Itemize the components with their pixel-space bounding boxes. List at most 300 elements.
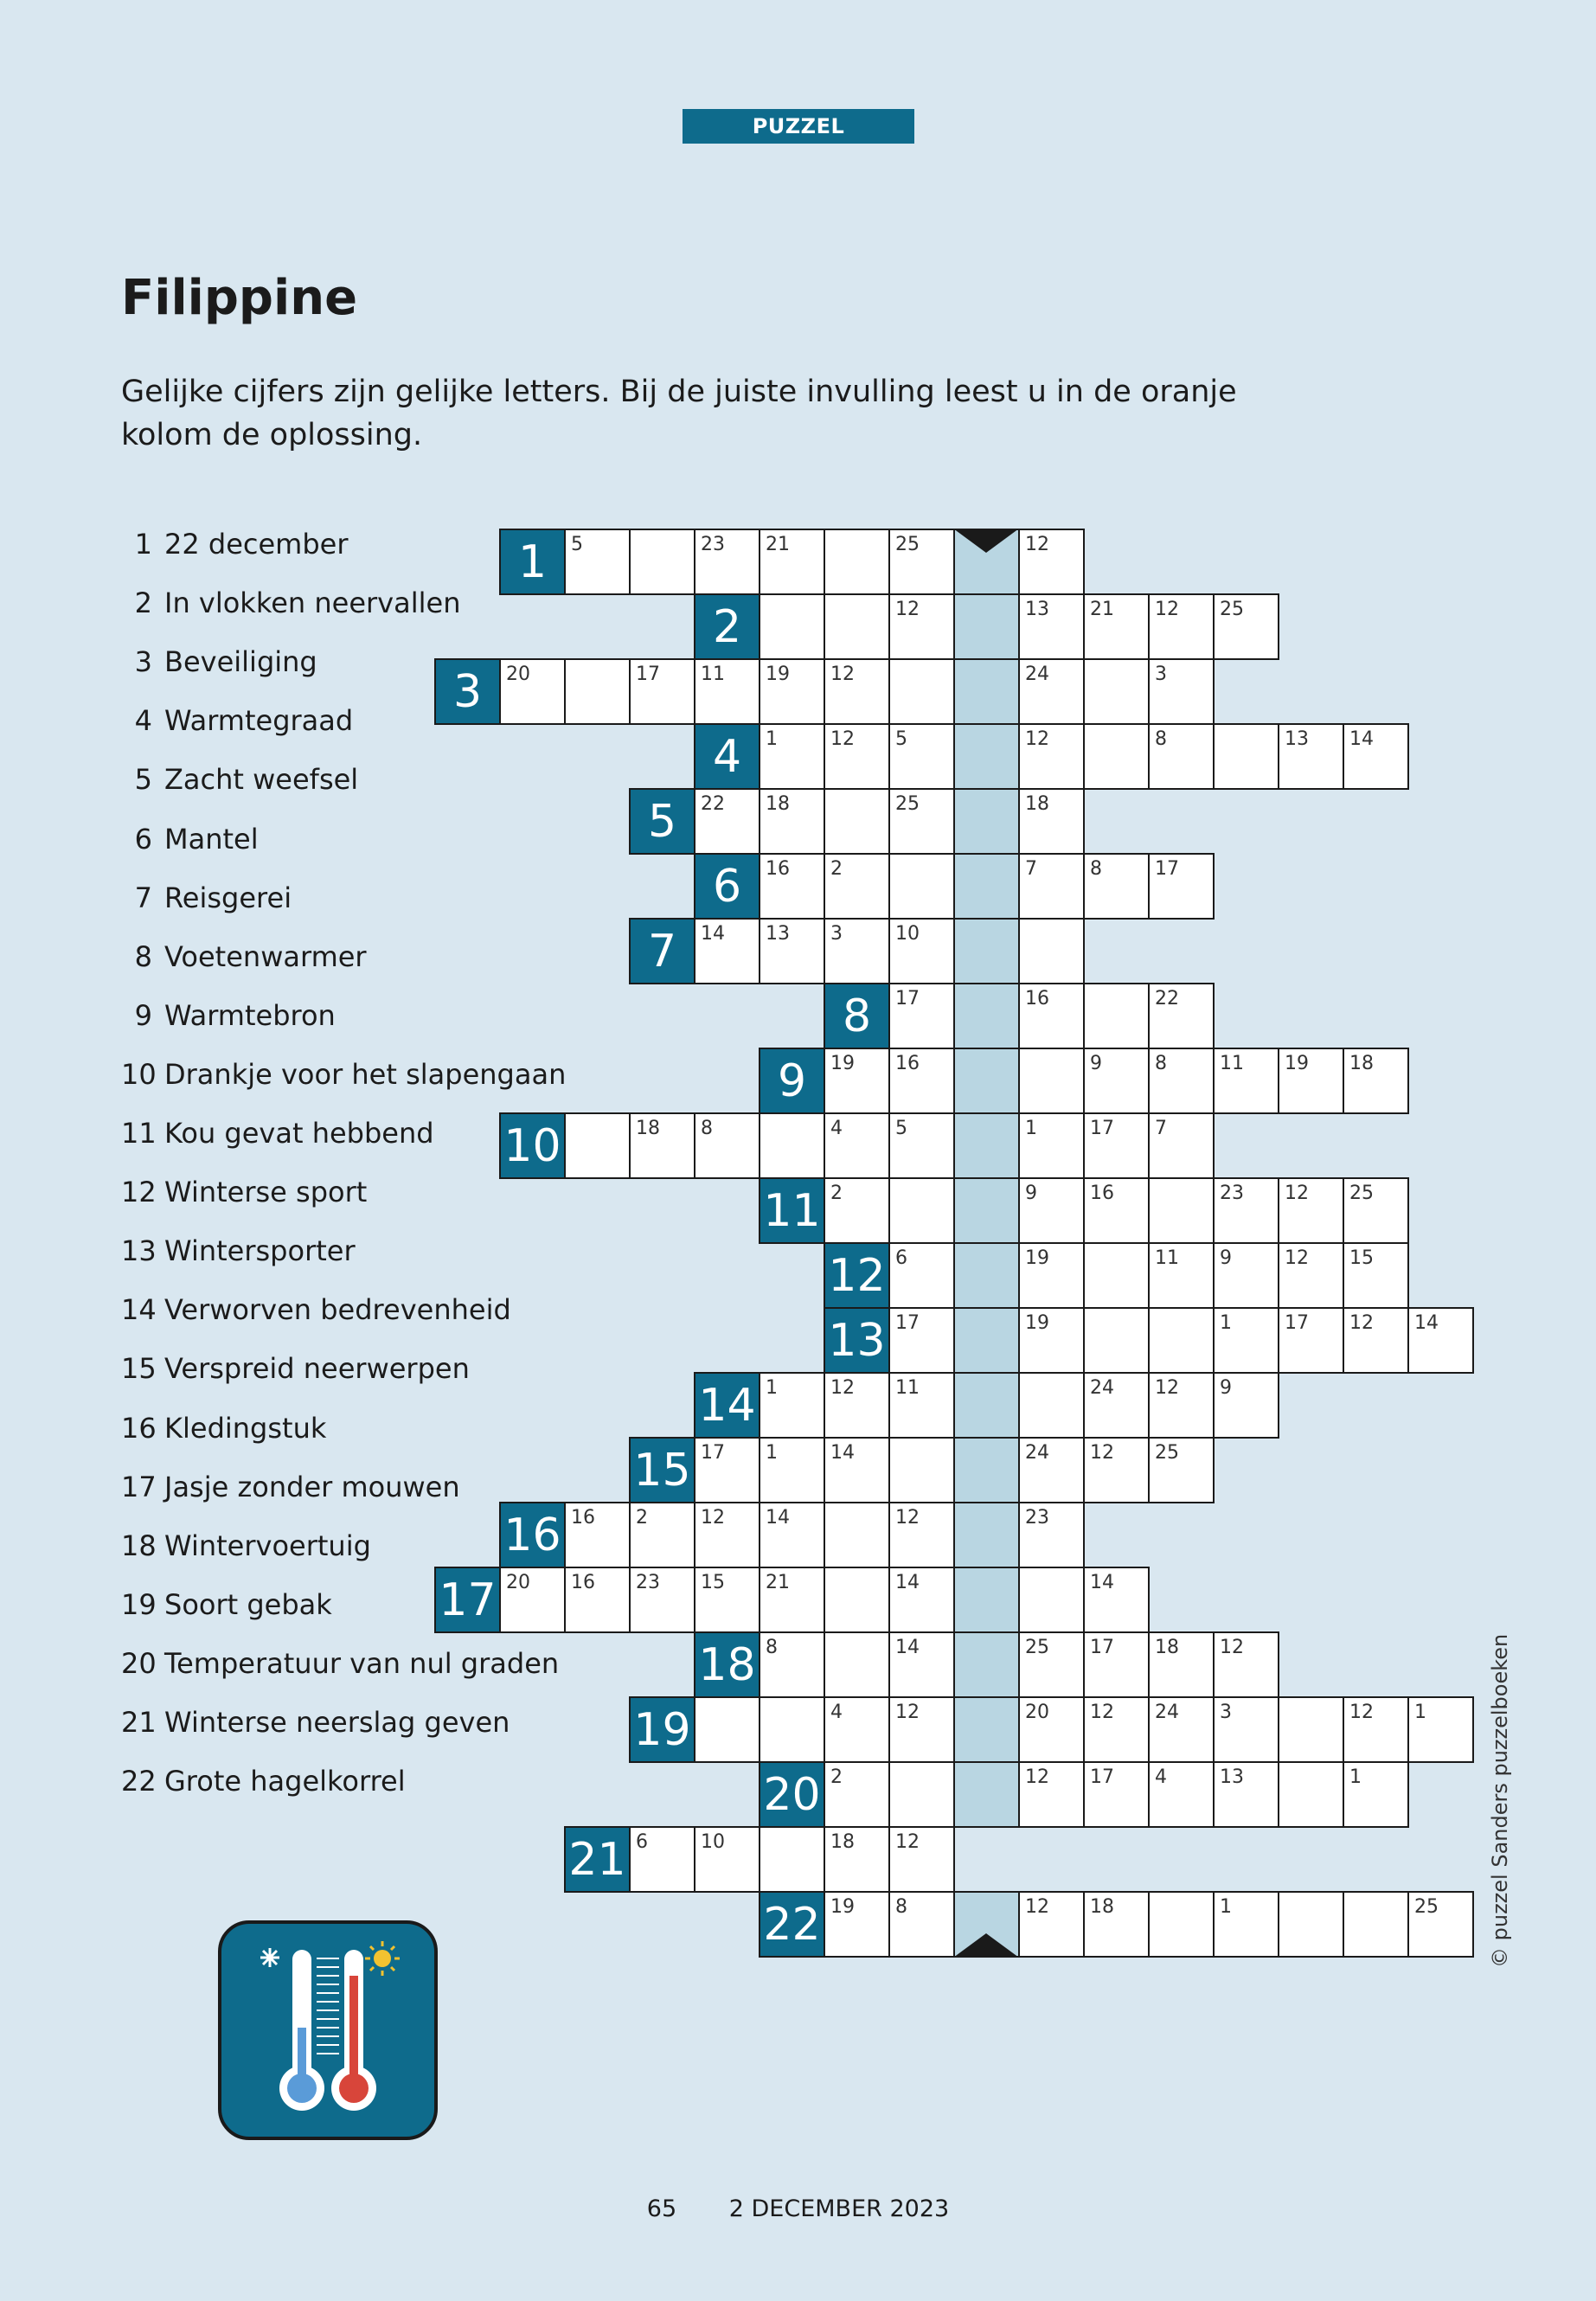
grid-cell[interactable] [888,1372,955,1439]
solution-cell[interactable] [953,1372,1020,1439]
grid-cell[interactable] [564,1502,631,1568]
clue-number: 7 [134,881,152,914]
cell-number: 2 [830,1766,843,1788]
grid-cell[interactable] [1148,1437,1215,1503]
grid-cell[interactable] [1018,1242,1085,1309]
solution-cell[interactable] [953,788,1020,855]
cell-number: 8 [1155,1053,1167,1074]
grid-cell[interactable] [629,1826,695,1893]
grid-cell[interactable] [759,1372,825,1439]
grid-cell[interactable] [1213,1372,1279,1439]
cell-number: 14 [701,923,725,945]
grid-cell[interactable] [1213,723,1279,790]
grid-cell[interactable] [888,1631,955,1698]
grid-cell[interactable] [694,1696,760,1763]
cell-number: 12 [1285,1183,1309,1204]
cell-number: 12 [830,663,855,685]
grid-cell[interactable] [824,853,890,920]
cell-number: 9 [1090,1053,1102,1074]
grid-cell[interactable] [824,1112,890,1179]
solution-cell[interactable] [953,983,1020,1049]
grid-cell[interactable] [1018,1631,1085,1698]
cell-number: 3 [1220,1702,1232,1723]
cell-number: 6 [636,1831,648,1853]
grid-cell[interactable] [759,1567,825,1633]
grid-cell[interactable] [824,529,890,595]
grid-cell[interactable] [1083,853,1150,920]
grid-cell[interactable] [759,853,825,920]
cell-number: 14 [1090,1572,1114,1593]
grid-cell[interactable] [824,1696,890,1763]
grid-cell[interactable] [564,1112,631,1179]
clue-number: 3 [134,645,152,679]
cell-number: 12 [1090,1442,1114,1464]
instructions: Gelijke cijfers zijn gelijke letters. Bij de juiste invulling leest u in de oranje kolom de oplossing. [121,375,1237,452]
grid-cell[interactable] [1148,853,1215,920]
page-number: 65 [646,2195,677,2222]
grid-cell[interactable] [824,1631,890,1698]
cell-number: 19 [1025,1247,1049,1269]
row-label-badge: 3 [434,658,501,725]
cell-number: 8 [895,1896,907,1918]
cell-number: 10 [701,1831,725,1853]
grid-cell[interactable] [824,593,890,660]
cell-number: 17 [895,988,920,1009]
clue-number: 10 [121,1057,157,1091]
cell-number: 18 [830,1831,855,1853]
grid-cell[interactable] [888,1502,955,1568]
grid-cell[interactable] [499,1567,566,1633]
grid-cell[interactable] [1278,1761,1344,1828]
cell-number: 15 [701,1572,725,1593]
cell-number: 18 [1090,1896,1114,1918]
cell-number: 18 [636,1118,660,1139]
grid-cell[interactable] [1343,723,1409,790]
grid-cell[interactable] [888,918,955,984]
grid-cell[interactable] [888,1112,955,1179]
solution-cell[interactable] [953,1242,1020,1309]
grid-cell[interactable] [1343,1696,1409,1763]
grid-cell[interactable] [1148,983,1215,1049]
grid-cell[interactable] [1148,1761,1215,1828]
grid-cell[interactable] [1083,1307,1150,1374]
grid-cell[interactable] [1018,1567,1085,1633]
clue-item [121,645,317,678]
grid-cell[interactable] [824,1437,890,1503]
cell-number: 16 [571,1572,595,1593]
grid-cell[interactable] [759,1696,825,1763]
grid-cell[interactable] [1343,1048,1409,1114]
grid-cell[interactable] [888,853,955,920]
cell-number: 25 [1025,1637,1049,1658]
clue-number: 8 [134,939,152,973]
cell-number: 16 [766,858,790,880]
grid-cell[interactable] [888,1826,955,1893]
grid-cell[interactable] [694,1502,760,1568]
grid-cell[interactable] [824,1502,890,1568]
cell-number: 25 [895,534,920,555]
grid-cell[interactable] [824,1177,890,1244]
grid-cell[interactable] [694,658,760,725]
grid-cell[interactable] [1018,723,1085,790]
cell-number: 23 [1220,1183,1244,1204]
cell-number: 12 [1349,1702,1374,1723]
grid-cell[interactable] [1083,1048,1150,1114]
solution-cell[interactable] [953,1112,1020,1179]
cell-number: 24 [1025,1442,1049,1464]
grid-cell[interactable] [759,529,825,595]
solution-cell[interactable] [953,918,1020,984]
grid-cell[interactable] [694,1437,760,1503]
cell-number: 17 [1155,858,1179,880]
grid-cell[interactable] [1148,593,1215,660]
grid-cell[interactable] [1213,593,1279,660]
grid-cell[interactable] [1213,1696,1279,1763]
solution-cell[interactable] [953,1761,1020,1828]
grid-cell[interactable] [1343,1307,1409,1374]
grid-cell[interactable] [1018,1761,1085,1828]
row-label-badge: 6 [694,853,760,920]
grid-cell[interactable] [694,788,760,855]
grid-cell[interactable] [1083,1631,1150,1698]
solution-cell[interactable] [953,853,1020,920]
grid-cell[interactable] [888,1891,955,1958]
grid-cell[interactable] [759,788,825,855]
grid-cell[interactable] [1278,1696,1344,1763]
grid-cell[interactable] [1343,1242,1409,1309]
clue-text: Temperatuur van nul graden [164,1646,560,1680]
clue-item [121,528,349,561]
grid-cell[interactable] [1343,1891,1409,1958]
grid-cell[interactable] [824,723,890,790]
cell-number: 8 [1090,858,1102,880]
row-label-badge: 5 [629,788,695,855]
cell-number: 13 [766,923,790,945]
grid-cell[interactable] [1018,1372,1085,1439]
clue-number: 5 [134,763,152,797]
grid-cell[interactable] [1148,658,1215,725]
grid-cell[interactable] [1278,1048,1344,1114]
grid-cell[interactable] [1083,723,1150,790]
cell-number: 17 [1090,1637,1114,1658]
grid-cell[interactable] [1018,593,1085,660]
clue-item [121,1706,510,1739]
grid-cell[interactable] [1018,1307,1085,1374]
grid-cell[interactable] [1083,1242,1150,1309]
grid-cell[interactable] [824,1761,890,1828]
cell-number: 18 [1349,1053,1374,1074]
grid-cell[interactable] [888,1437,955,1503]
grid-cell[interactable] [1148,1372,1215,1439]
cell-number: 13 [1220,1766,1244,1788]
grid-cell[interactable] [1083,1372,1150,1439]
solution-cell[interactable] [953,1177,1020,1244]
grid-cell[interactable] [1213,1307,1279,1374]
grid-cell[interactable] [888,1177,955,1244]
solution-cell[interactable] [953,1631,1020,1698]
grid-cell[interactable] [1148,1048,1215,1114]
cell-number: 17 [636,663,660,685]
cell-number: 17 [895,1312,920,1334]
cell-number: 8 [1155,728,1167,750]
clue-number: 6 [134,822,152,856]
cell-number: 19 [766,663,790,685]
grid-cell[interactable] [629,658,695,725]
grid-cell[interactable] [888,788,955,855]
grid-cell[interactable] [1407,1891,1474,1958]
grid-cell[interactable] [1083,1567,1150,1633]
grid-cell[interactable] [1083,1891,1150,1958]
grid-cell[interactable] [824,1048,890,1114]
solution-cell[interactable] [953,658,1020,725]
grid-cell[interactable] [888,529,955,595]
cell-number: 12 [1025,534,1049,555]
grid-cell[interactable] [888,658,955,725]
solution-cell[interactable] [953,593,1020,660]
grid-cell[interactable] [759,723,825,790]
grid-cell[interactable] [694,1112,760,1179]
cell-number: 2 [636,1507,648,1529]
clue-number: 1 [134,528,152,561]
grid-cell[interactable] [1213,1048,1279,1114]
cell-number: 16 [1090,1183,1114,1204]
grid-cell[interactable] [1018,1048,1085,1114]
cell-number: 12 [895,1831,920,1853]
grid-cell[interactable] [1278,723,1344,790]
grid-cell[interactable] [1343,1761,1409,1828]
grid-cell[interactable] [1018,788,1085,855]
clue-number: 17 [121,1470,157,1503]
clue-number: 9 [134,998,152,1032]
clue-text: Verworven bedrevenheid [164,1293,511,1327]
grid-cell[interactable] [1018,1502,1085,1568]
cell-number: 25 [1349,1183,1374,1204]
solution-cell[interactable] [953,723,1020,790]
cell-number: 13 [1025,599,1049,620]
cell-number: 20 [506,1572,530,1593]
grid-cell[interactable] [888,1048,955,1114]
clue-item [121,823,259,856]
clue-item [121,1234,356,1267]
clue-number: 12 [121,1176,157,1209]
grid-cell[interactable] [759,918,825,984]
row-label-badge: 17 [434,1567,501,1633]
solution-cell[interactable] [953,1437,1020,1503]
cell-number: 25 [1155,1442,1179,1464]
clue-text: Mantel [164,822,259,856]
row-label-badge: 22 [759,1891,825,1958]
grid-cell[interactable] [1278,1177,1344,1244]
solution-cell[interactable] [953,1696,1020,1763]
cell-number: 11 [1155,1247,1179,1269]
grid-cell[interactable] [629,1112,695,1179]
clue-item [121,999,336,1032]
grid-cell[interactable] [824,1372,890,1439]
grid-cell[interactable] [759,1631,825,1698]
cell-number: 1 [766,1442,778,1464]
grid-cell[interactable] [1278,1307,1344,1374]
cell-number: 21 [1090,599,1114,620]
grid-cell[interactable] [564,1567,631,1633]
grid-cell[interactable] [1148,1891,1215,1958]
grid-cell[interactable] [564,529,631,595]
clue-item [121,1471,460,1503]
clue-number: 11 [121,1117,157,1150]
grid-cell[interactable] [1083,983,1150,1049]
row-label-badge: 2 [694,593,760,660]
grid-cell[interactable] [759,1112,825,1179]
solution-cell[interactable] [953,1048,1020,1114]
clue-item [121,1529,371,1562]
grid-cell[interactable] [888,593,955,660]
section-tag: PUZZEL [683,109,914,144]
cell-number: 9 [1220,1377,1232,1399]
clue-text: Jasje zonder mouwen [164,1470,460,1503]
grid-cell[interactable] [759,1502,825,1568]
grid-cell[interactable] [1148,1631,1215,1698]
grid-cell[interactable] [1083,1761,1150,1828]
grid-cell[interactable] [1018,529,1085,595]
clue-number: 2 [134,586,152,620]
grid-cell[interactable] [694,1567,760,1633]
clue-number: 22 [121,1765,157,1798]
grid-cell[interactable] [1213,1891,1279,1958]
grid-cell[interactable] [1018,1437,1085,1503]
grid-cell[interactable] [1148,1112,1215,1179]
grid-cell[interactable] [1083,1112,1150,1179]
cell-number: 12 [1090,1702,1114,1723]
grid-cell[interactable] [564,658,631,725]
cell-number: 1 [1349,1766,1362,1788]
grid-cell[interactable] [824,788,890,855]
grid-cell[interactable] [759,593,825,660]
grid-cell[interactable] [1148,723,1215,790]
grid-cell[interactable] [694,529,760,595]
row-label-badge: 14 [694,1372,760,1439]
cell-number: 7 [1025,858,1037,880]
grid-cell[interactable] [1343,1177,1409,1244]
cell-number: 12 [830,728,855,750]
grid-cell[interactable] [824,918,890,984]
cell-number: 1 [766,728,778,750]
grid-cell[interactable] [1213,1631,1279,1698]
grid-cell[interactable] [629,1567,695,1633]
clue-number: 14 [121,1293,157,1327]
grid-cell[interactable] [1083,1437,1150,1503]
grid-cell[interactable] [1278,1242,1344,1309]
cell-number: 15 [1349,1247,1374,1269]
grid-cell[interactable] [1407,1307,1474,1374]
grid-cell[interactable] [1018,1177,1085,1244]
cell-number: 18 [1155,1637,1179,1658]
cell-number: 4 [830,1702,843,1723]
row-label-badge: 16 [499,1502,566,1568]
cell-number: 1 [1220,1896,1232,1918]
grid-cell[interactable] [694,1826,760,1893]
grid-cell[interactable] [888,1307,955,1374]
clue-item [121,1765,406,1798]
cell-number: 23 [701,534,725,555]
grid-cell[interactable] [888,983,955,1049]
cell-number: 20 [1025,1702,1049,1723]
clue-text: Drankje voor het slapengaan [164,1057,567,1091]
clue-item [121,1647,559,1680]
solution-cell[interactable] [953,1502,1020,1568]
cell-number: 4 [830,1118,843,1139]
grid-cell[interactable] [1407,1696,1474,1763]
clue-item [121,1176,367,1208]
grid-cell[interactable] [1213,1761,1279,1828]
grid-cell[interactable] [694,918,760,984]
grid-cell[interactable] [499,658,566,725]
solution-cell[interactable] [953,1567,1020,1633]
grid-cell[interactable] [824,1891,890,1958]
clue-text: Voetenwarmer [164,939,367,973]
row-label-badge: 1 [499,529,566,595]
grid-cell[interactable] [1083,1177,1150,1244]
clue-text: Kledingstuk [164,1411,327,1445]
solution-start-marker [953,529,1019,553]
clue-number: 13 [121,1234,157,1268]
grid-cell[interactable] [824,1567,890,1633]
grid-cell[interactable] [888,1696,955,1763]
grid-cell[interactable] [1018,658,1085,725]
cell-number: 2 [830,1183,843,1204]
clue-text: Winterse neerslag geven [164,1706,510,1739]
grid-cell[interactable] [759,658,825,725]
row-label-badge: 20 [759,1761,825,1828]
grid-cell[interactable] [888,1761,955,1828]
grid-cell[interactable] [1148,1177,1215,1244]
grid-cell[interactable] [1213,1242,1279,1309]
grid-cell[interactable] [1148,1696,1215,1763]
grid-cell[interactable] [824,658,890,725]
grid-cell[interactable] [1083,593,1150,660]
cell-number: 12 [830,1377,855,1399]
grid-cell[interactable] [759,1437,825,1503]
grid-cell[interactable] [888,1567,955,1633]
solution-cell[interactable] [953,1307,1020,1374]
cell-number: 21 [766,1572,790,1593]
clue-text: 22 december [164,528,349,561]
grid-cell[interactable] [629,1502,695,1568]
cell-number: 8 [766,1637,778,1658]
grid-cell[interactable] [1018,1112,1085,1179]
grid-cell[interactable] [759,1826,825,1893]
clue-text: Wintervoertuig [164,1529,371,1562]
grid-cell[interactable] [824,1826,890,1893]
grid-cell[interactable] [1018,1696,1085,1763]
grid-cell[interactable] [1278,1891,1344,1958]
grid-cell[interactable] [1148,1307,1215,1374]
grid-cell[interactable] [1018,1891,1085,1958]
grid-cell[interactable] [888,723,955,790]
grid-cell[interactable] [1083,1696,1150,1763]
cell-number: 12 [895,1507,920,1529]
grid-cell[interactable] [1018,918,1085,984]
row-label-badge: 15 [629,1437,695,1503]
grid-cell[interactable] [1018,853,1085,920]
thermometers-icon [218,1920,438,2140]
grid-cell[interactable] [1148,1242,1215,1309]
grid-cell[interactable] [888,1242,955,1309]
cell-number: 12 [895,599,920,620]
grid-cell[interactable] [629,529,695,595]
cell-number: 17 [701,1442,725,1464]
grid-cell[interactable] [1083,658,1150,725]
grid-cell[interactable] [1213,1177,1279,1244]
grid-cell[interactable] [1018,983,1085,1049]
